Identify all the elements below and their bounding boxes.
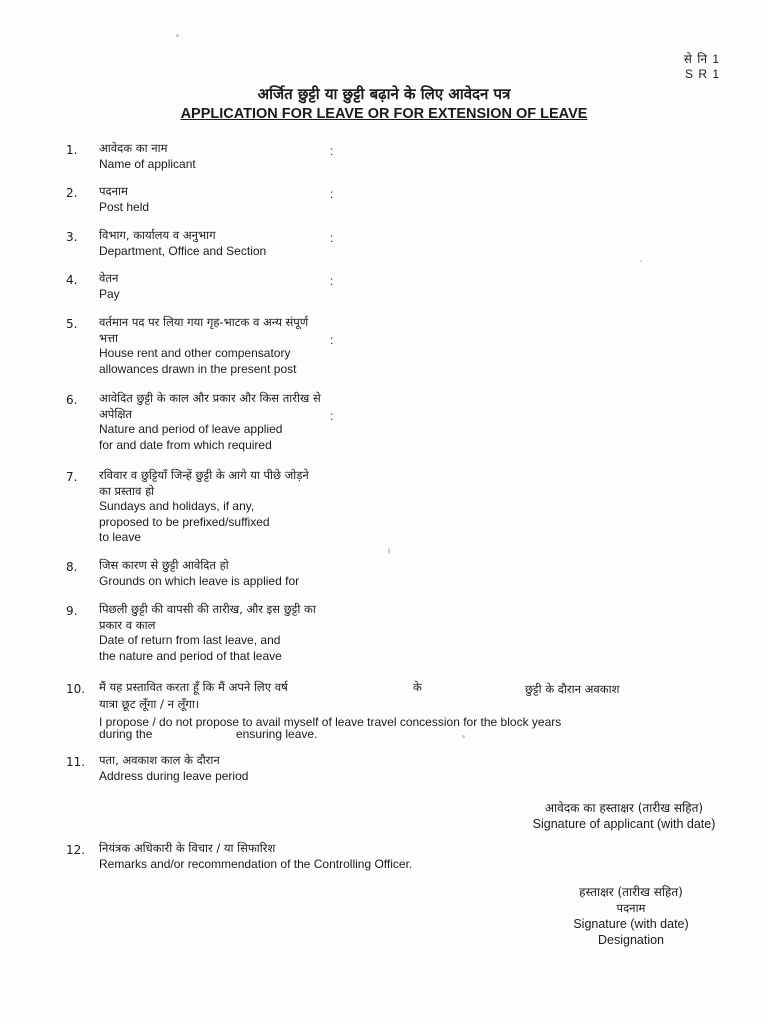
item-number: 2. xyxy=(66,186,78,200)
item-label-hindi: वर्तमान पद पर लिया गया गृह-भाटक व अन्य संपूर्ण भत्ता xyxy=(99,315,309,345)
field-colon: : xyxy=(330,231,334,245)
item-number: 7. xyxy=(66,470,78,484)
item-label xyxy=(99,315,324,377)
officer-signature-block xyxy=(556,884,706,948)
officer-signature-english: Signature (with date) xyxy=(573,917,689,931)
form-title-english: APPLICATION FOR LEAVE OR FOR EXTENSION OF LEAVE xyxy=(180,106,588,122)
item-label-hindi: वेतन xyxy=(99,271,119,285)
item-label-english: Department, Office and Section xyxy=(99,243,267,258)
item-number: 3. xyxy=(66,230,78,244)
item-number: 11. xyxy=(66,755,86,769)
item-label-english: to leave xyxy=(99,530,142,544)
item-label-english: Name of applicant xyxy=(99,156,196,171)
item-label-hindi: विभाग, कार्यालय व अनुभाग xyxy=(99,228,216,242)
item-number: 10. xyxy=(66,682,86,696)
field-colon: : xyxy=(330,144,334,158)
item-label-hindi: आवेदक का नाम xyxy=(99,141,168,155)
item-label-english: Post held xyxy=(99,199,150,214)
item10-hindi-part1: मैं यह प्रस्तावित करता हूँ कि मैं अपने लिए वर्ष xyxy=(99,680,288,694)
item-label xyxy=(99,141,359,172)
item-label-english: Remarks and/or recommendation of the Controlling Officer. xyxy=(99,856,413,871)
scan-speck xyxy=(462,735,465,738)
item-label-hindi: नियंत्रक अधिकारी के विचार / या सिफारिश xyxy=(99,841,276,855)
item-label-english: proposed to be prefixed/suffixed xyxy=(99,514,270,529)
form-code xyxy=(684,52,720,82)
item-label-english: allowances drawn in the present post xyxy=(99,361,297,376)
item-label-hindi: पदनाम xyxy=(99,184,128,198)
item10-english-line1: I propose / do not propose to avail myself of leave travel concession for the block years xyxy=(99,715,562,729)
item-label-hindi: जिस कारण से छुट्टी आवेदित हो xyxy=(99,558,229,572)
item10-hindi-part3: छुट्टी के दौरान अवकाश xyxy=(525,682,620,696)
item-number: 1. xyxy=(66,143,78,157)
field-colon: : xyxy=(330,187,334,201)
item-number: 12. xyxy=(66,843,86,857)
scan-speck xyxy=(176,34,179,37)
item-label-english: Date of return from last leave, and xyxy=(99,633,281,647)
officer-designation-english: Designation xyxy=(597,933,664,947)
item-label-hindi: रविवार व छुट्टियाँ जिन्हें छुट्टी के आगे या पीछे जोड़ने का प्रस्ताव हो xyxy=(99,468,309,498)
item-label-english: Address during leave period xyxy=(99,768,249,783)
item-label xyxy=(99,468,324,546)
applicant-signature-english: Signature of applicant (with date) xyxy=(532,817,716,831)
officer-designation-hindi: पदनाम xyxy=(616,901,646,915)
item-number: 4. xyxy=(66,273,78,287)
applicant-signature-hindi: आवेदक का हस्ताक्षर (तारीख सहित) xyxy=(544,801,704,815)
item-label-english: for and date from which required xyxy=(99,437,272,452)
item-label xyxy=(99,558,399,589)
item-number: 6. xyxy=(66,393,78,407)
item-label xyxy=(99,602,324,664)
item-label-hindi: पता, अवकाश काल के दौरान xyxy=(99,753,220,767)
item-label xyxy=(99,391,324,453)
item-label xyxy=(99,271,359,302)
item-label-english: Sundays and holidays, if any, xyxy=(99,499,255,513)
item-number: 8. xyxy=(66,560,78,574)
form-code-hindi: से नि 1 xyxy=(683,52,720,66)
item10-english-line2a: during the xyxy=(99,727,153,741)
form-code-english: S R 1 xyxy=(684,67,720,81)
item-label-english: Pay xyxy=(99,286,120,301)
item-label xyxy=(99,753,339,784)
scan-speck xyxy=(388,548,390,554)
item10-hindi-line2: यात्रा छूट लूँगा / न लूँगा। xyxy=(99,697,200,711)
item-label-english: Grounds on which leave is applied for xyxy=(99,573,300,588)
field-colon: : xyxy=(330,274,334,288)
item-label-english: the nature and period of that leave xyxy=(99,648,282,663)
item-label xyxy=(99,184,359,215)
officer-signature-hindi: हस्ताक्षर (तारीख सहित) xyxy=(579,885,683,899)
item-label-hindi: पिछली छुट्टी की वापसी की तारीख, और इस छुट्टी का प्रकार व काल xyxy=(99,602,316,632)
item-label-english: Nature and period of leave applied xyxy=(99,422,283,436)
form-title-hindi: अर्जित छुट्टी या छुट्टी बढ़ाने के लिए आवेदन पत्र xyxy=(257,85,511,103)
field-colon: : xyxy=(330,409,334,423)
scan-speck xyxy=(640,260,642,262)
item-label xyxy=(99,841,519,872)
item-label-hindi: आवेदित छुट्टी के काल और प्रकार और किस तारीख से अपेक्षित xyxy=(99,391,321,421)
item-number: 5. xyxy=(66,317,78,331)
item10-hindi-part2: के xyxy=(413,680,422,694)
item-label-english: House rent and other compensatory xyxy=(99,346,291,360)
item-number: 9. xyxy=(66,604,78,618)
item10-english-line2b: ensuring leave. xyxy=(236,727,318,741)
applicant-signature-block xyxy=(522,800,726,832)
field-colon: : xyxy=(330,333,334,347)
item-label xyxy=(99,228,359,259)
